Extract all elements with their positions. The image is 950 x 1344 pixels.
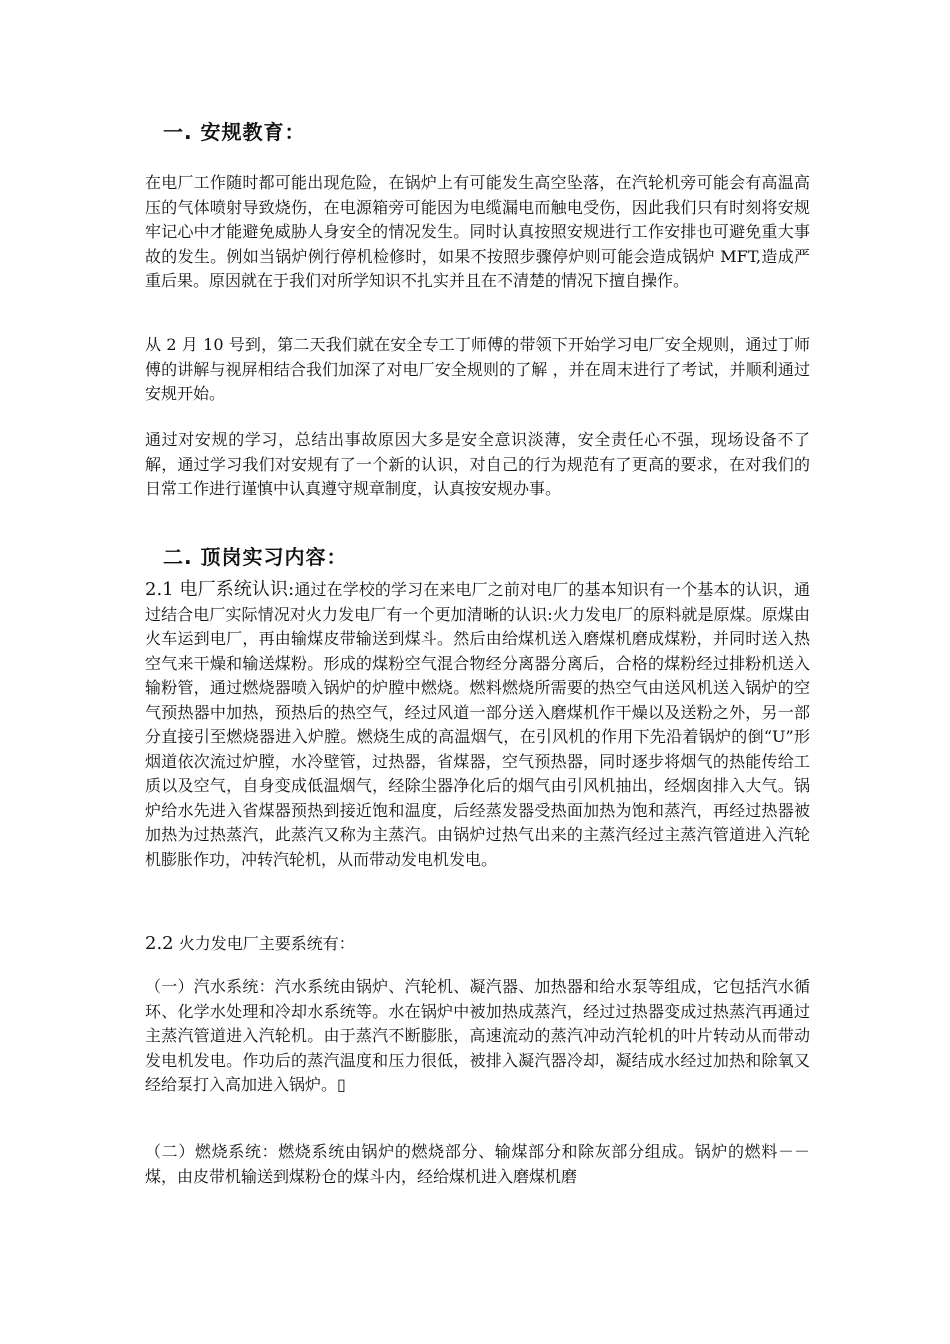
section1-para3: 通过对安规的学习，总结出事故原因大多是安全意识淡薄，安全责任心不强，现场设备不了解，通过学习我们对安规有了一个新的认识，对自己的行为规范有了更高的要求，在对我们的日常工作进行谨慎中认真遵守规章制度，认真按安规办事。: [145, 430, 810, 498]
sub2-lead: 2.2: [145, 933, 174, 954]
para-steam-system: （一）汽水系统：汽水系统由锅炉、汽轮机、凝汽器、加热器和给水泵等组成，它包括汽水循环、化学水处理和冷却水系统等。水在锅炉中被加热成蒸汽，经过过热器变成过热蒸汽再通过主蒸汽管道进入汽轮机。由于蒸汽不断膨胀，高速流动的蒸汽冲动汽轮机的叶片转动从而带动发电机发电。作功后的蒸汽温度和压力很低，被排入凝汽器冷却，凝结成水经过加热和除氧又经给泵打入高加进入锅炉。▯: [145, 977, 810, 1094]
section2-sub2-title: [145, 932, 810, 957]
section1-para2: 从 2 月 10 号到，第二天我们就在安全专工丁师傅的带领下开始学习电厂安全规则，通过丁师傅的讲解与视屏相结合我们加深了对电厂安全规则的了解 ，并在周末进行了考试，并顺利通过安规开始。: [145, 335, 810, 403]
section2-sub1: [145, 578, 810, 872]
sub1-lead: 2.1 电厂系统认识:: [145, 579, 295, 600]
section1-para1: 在电厂工作随时都可能出现危险，在锅炉上有可能发生高空坠落，在汽轮机旁可能会有高温高压的气体喷射导致烧伤，在电源箱旁可能因为电缆漏电而触电受伤，因此我们只有时刻将安规牢记心中才能避免威胁人身安全的情况发生。同时认真按照安规进行工作安排也可避免重大事故的发生。例如当锅炉例行停机检修时，如果不按照步骤停炉则可能会造成锅炉 MFT,造成严重后果。原因就在于我们对所学知识不扎实并且在不清楚的情况下擅自操作。: [145, 173, 810, 290]
section2-heading: 二. 顶岗实习内容：: [163, 545, 348, 569]
para-combustion-system: （二）燃烧系统：燃烧系统由锅炉的燃烧部分、输煤部分和除灰部分组成。锅炉的燃料－－煤，由皮带机输送到煤粉仓的煤斗内，经给煤机进入磨煤机磨: [145, 1142, 810, 1186]
sub2-title: 火力发电厂主要系统有：: [173, 934, 355, 953]
section1-heading: 一. 安规教育：: [163, 120, 306, 144]
sub1-body: 通过在学校的学习在来电厂之前对电厂的基本知识有一个基本的认识，通过结合电厂实际情况对火力发电厂有一个更加清晰的认识:火力发电厂的原料就是原煤。原煤由火车运到电厂，再由输煤皮带输送到煤斗。然后由给煤机送入磨煤机磨成煤粉，并同时送入热空气来干燥和输送煤粉。形成的煤粉空气混合物经分离器分离后，合格的煤粉经过排粉机送入输粉管，通过燃烧器喷入锅炉的炉膛中燃烧。燃料燃烧所需要的热空气由送风机送入锅炉的空气预热器中加热，预热后的热空气，经过风道一部分送入磨煤机作干燥以及送粉之外，另一部分直接引至燃烧器进入炉膛。燃烧生成的高温烟气，在引风机的作用下先沿着锅炉的倒“U”形烟道依次流过炉膛，水冷壁管，过热器，省煤器，空气预热器，同时逐步将烟气的热能传给工质以及空气，自身变成低温烟气，经除尘器净化后的烟气由引风机抽出，经烟囱排入大气。锅炉给水先进入省煤器预热到接近饱和温度，后经蒸发器受热面加热为饱和蒸汽，再经过热器被加热为过热蒸汽，此蒸汽又称为主蒸汽。由锅炉过热气出来的主蒸汽经过主蒸汽管道进入汽轮机膨胀作功，冲转汽轮机，从而带动发电机发电。: [145, 580, 810, 869]
